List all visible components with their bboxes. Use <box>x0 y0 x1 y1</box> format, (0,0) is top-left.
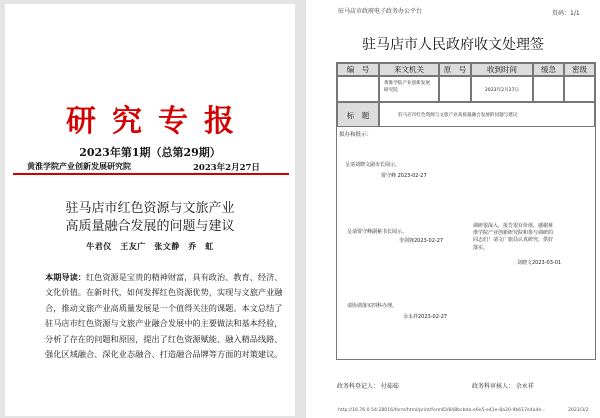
reviewer: 政务科审核人： 余永祥 <box>472 383 534 390</box>
article-title-line-2: 高质量融合发展的问题与建议 <box>65 219 235 234</box>
article-authors: 牛君仪 王友广 张文静 乔 虹 <box>86 241 214 251</box>
header-doc-number: 原 号 <box>439 63 471 76</box>
form-title: 驻马店市人民政府收文处理签 <box>362 37 544 53</box>
research-bulletin-page <box>5 4 295 416</box>
urgency-value-cell <box>533 76 564 102</box>
doc-number-value-cell <box>439 76 471 102</box>
header-secrecy: 密级 <box>564 63 595 76</box>
sender-value: 黄淮学院产业创新发展研究院 <box>379 76 439 102</box>
issue-number: 2023年第1期（总第29期） <box>79 146 221 159</box>
subject-value: 驻马店市红色资源与文旅产业高质量融合发展的问题与建议 <box>379 102 595 127</box>
platform-header: 驻马店市政府电子政务办公平台 <box>338 8 423 15</box>
secrecy-value-cell <box>564 76 595 102</box>
registrar: 政务科登记人： 付茹茹 <box>337 383 399 390</box>
print-date: 2023/3/2 <box>568 408 589 413</box>
instruction-3-signature: 刘晓文2023-03-01 <box>517 260 562 266</box>
subject-label: 标 题 <box>337 102 379 127</box>
instruction-2-text: 呈请贾守峰副秘书长阅示。 <box>347 229 408 235</box>
print-url: http://16.76.0.54:28016/form/html/print/formID/848bcbda-e6e5-e41e-8a20-9b617e4a4e... <box>338 408 546 413</box>
abstract-text: 红色资源是宝贵的精神财富，具有政治、教育、经济、文化价值。在新时代，如何发挥红色资源优势，实现与文旅产业融合，推动文旅产业高质量发展是一个值得关注的课题。本文总结了驻马店市红色资源与文旅产业融合发展中的主要做法和基本经验，分析了存在的问题和原因，提出了红色资源赋能、融入精品线路、强化区域融合、深化业态融合、打造融合品牌等方面的对策建议。 <box>45 272 283 360</box>
red-divider <box>13 173 289 175</box>
page-indicator: 页码：1/1 <box>552 10 580 17</box>
receipt-form-table <box>336 62 596 360</box>
instruction-1-signature: 贾守峰 2023-02-27 <box>381 173 427 179</box>
instruction-3-text: 调研很深入，报告很有价值，感谢黄淮学院产业创新研究院和参与调研的同志们！请文广旅局认真研究，供好落实。 <box>473 223 554 251</box>
header-urgency: 缓急 <box>533 63 564 76</box>
instruction-4-text: 请协调落实四科办理。 <box>347 303 398 309</box>
header-number: 编 号 <box>337 63 379 76</box>
journal-title: 研究专报 <box>66 104 250 139</box>
instructions-label: 拟办和批示： <box>339 132 373 138</box>
receipt-form-page <box>306 0 600 418</box>
publish-date: 2023年2月27日 <box>193 163 260 173</box>
instruction-4-signature: 余永祥2023-02-27 <box>403 314 448 320</box>
instruction-1-text: 呈请刘晓文副市长阅示。 <box>345 162 401 168</box>
header-sender: 来文机关 <box>379 63 439 76</box>
publisher-org: 黄淮学院产业创新发展研究院 <box>27 161 131 171</box>
received-time-value: 2023年2月27日 <box>471 76 533 102</box>
article-title-line-1: 驻马店市红色资源与文旅产业 <box>65 201 235 216</box>
instruction-2-signature: 李剑锋2023-02-27 <box>399 238 444 244</box>
header-received-time: 收到时间 <box>471 63 533 76</box>
abstract-label: 本期导读： <box>45 272 86 282</box>
abstract-paragraph <box>45 270 287 362</box>
number-value-cell <box>337 76 379 102</box>
